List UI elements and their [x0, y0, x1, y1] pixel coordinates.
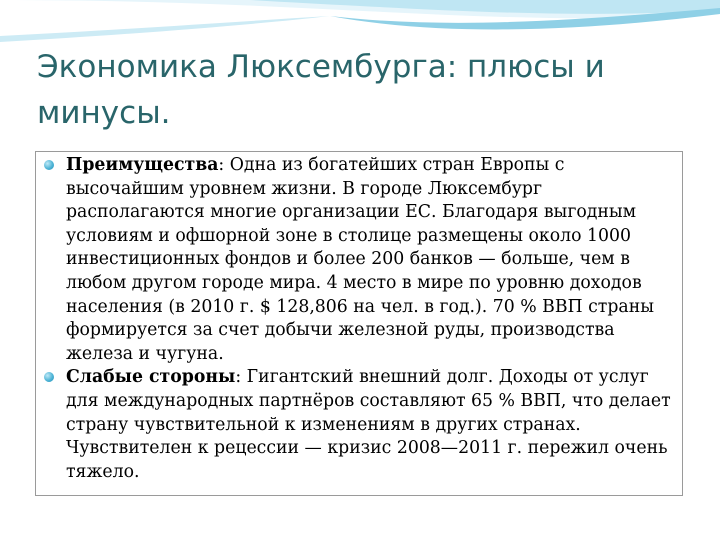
bullet-dot-icon [44, 372, 54, 382]
bullet-text: Гигантский внешний долг. Доходы от услуг для международных партнёров составляют 65 % ВВП, что делает страну чувствительной к изменениям в других странах. Чувствителен к рецессии — кризис 2008—2011 г. пережил очень тяжело. [66, 367, 671, 482]
bullet-dot-icon [44, 160, 54, 170]
bullet-term: Слабые стороны [66, 367, 236, 388]
bullet-list [36, 152, 682, 484]
bullet-item-weaknesses [36, 366, 676, 484]
bullet-separator: : [235, 367, 247, 388]
bullet-text: Одна из богатейших стран Европы с высочайшим уровнем жизни. В городе Люксембург располагаются многие организации ЕС. Благодаря выгодным условиям и офшорной зоне в столице размещены около 1000 инвестиционных фондов и более 200 банков — больше, чем в любом другом городе мира. 4 место в мире по уровню доходов населения (в 2010 г. $ 128,806 на чел. в год.). 70 % ВВП страны формируется за счет добычи железной руды, производства железа и чугуна. [66, 155, 654, 364]
content-box [35, 151, 683, 496]
bullet-item-advantages [36, 154, 676, 366]
bullet-term: Преимущества [66, 155, 219, 175]
bullet-separator: : [218, 155, 230, 175]
slide-title: Экономика Люксембурга: плюсы и минусы. [37, 49, 605, 131]
